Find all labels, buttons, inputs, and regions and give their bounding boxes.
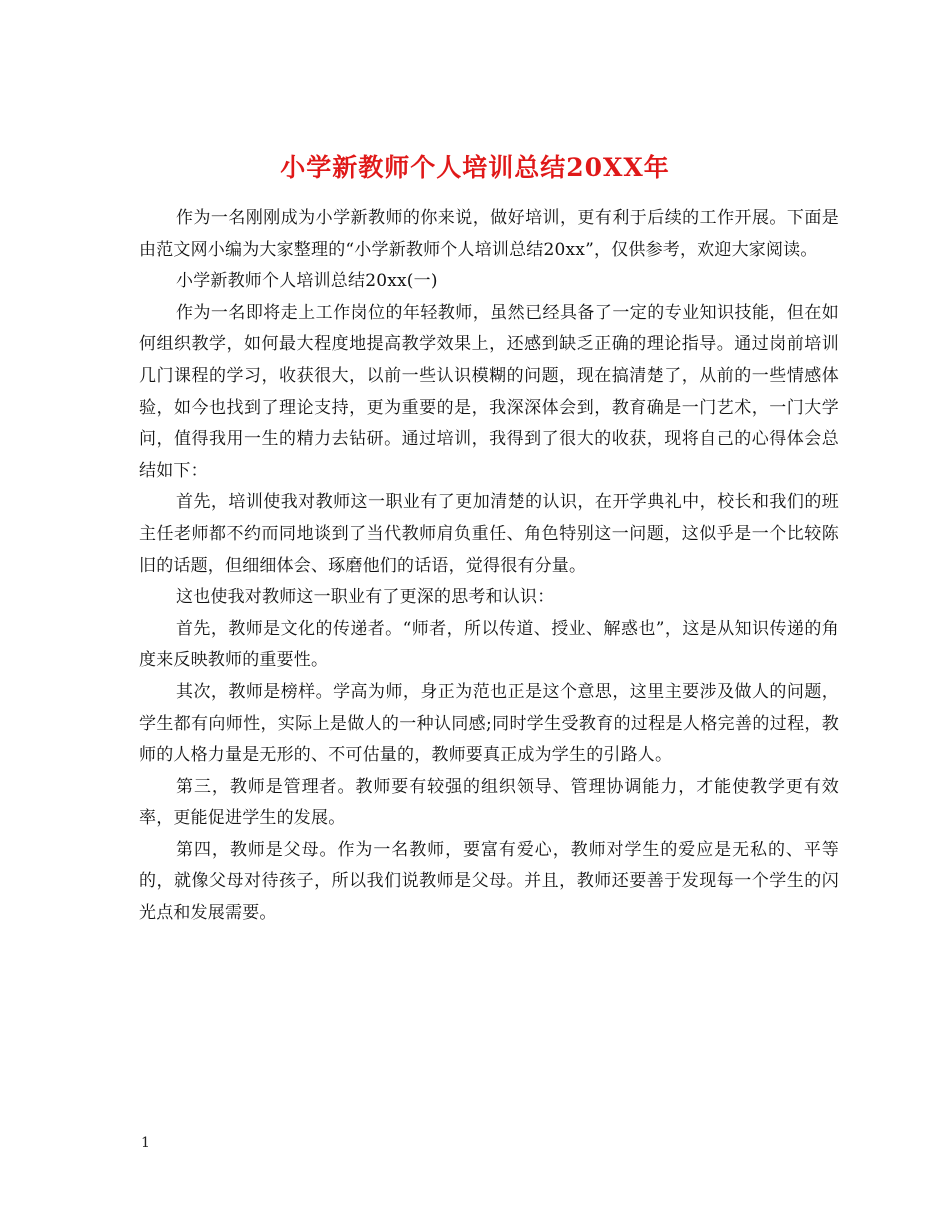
paragraph-teacher-manager: 第三，教师是管理者。教师要有较强的组织领导、管理协调能力，才能使教学更有效率，更能促进学生的发展。	[139, 776, 839, 829]
paragraph-first-understanding: 首先，培训使我对教师这一职业有了更加清楚的认识，在开学典礼中，校长和我们的班主任老师都不约而同地谈到了当代教师肩负重任、角色特别这一问题，这似乎是一个比较陈旧的话题，但细细体会、琢磨他们的话语，觉得很有分量。	[139, 492, 839, 576]
page-number: 1	[141, 1135, 150, 1151]
paragraph-teacher-role-model: 其次，教师是榜样。学高为师，身正为范也正是这个意思，这里主要涉及做人的问题，学生都有向师性，实际上是做人的一种认同感;同时学生受教育的过程是人格完善的过程，教师的人格力量是无形的、不可估量的，教师要真正成为学生的引路人。	[139, 681, 839, 766]
document-title: 小学新教师个人培训总结20XX年	[280, 152, 670, 182]
paragraph-intro: 作为一名刚刚成为小学新教师的你来说，做好培训，更有利于后续的工作开展。下面是由范文网小编为大家整理的“小学新教师个人培训总结20xx”，仅供参考，欢迎大家阅读。	[139, 208, 839, 260]
paragraph-deeper-thinking: 这也使我对教师这一职业有了更深的思考和认识：	[176, 587, 555, 608]
section-heading: 小学新教师个人培训总结20xx(一)	[176, 271, 438, 292]
paragraph-teacher-parent: 第四，教师是父母。作为一名教师，要富有爱心，教师对学生的爱应是无私的、平等的，就像父母对待孩子，所以我们说教师是父母。并且，教师还要善于发现每一个学生的闪光点和发展需要。	[139, 839, 839, 924]
paragraph-background: 作为一名即将走上工作岗位的年轻教师，虽然已经具备了一定的专业知识技能，但在如何组织教学，如何最大程度地提高教学效果上，还感到缺乏正确的理论指导。通过岗前培训几门课程的学习，收获很大，以前一些认识模糊的问题，现在搞清楚了，从前的一些情感体验，如今也找到了理论支持，更为重要的是，我深深体会到，教育确是一门艺术，一门大学问，值得我用一生的精力去钻研。通过培训，我得到了很大的收获，现将自己的心得体会总结如下：	[139, 302, 839, 481]
paragraph-teacher-transmitter: 首先，教师是文化的传递者。“师者，所以传道、授业、解惑也”，这是从知识传递的角度来反映教师的重要性。	[139, 618, 839, 671]
document-body	[139, 203, 839, 930]
